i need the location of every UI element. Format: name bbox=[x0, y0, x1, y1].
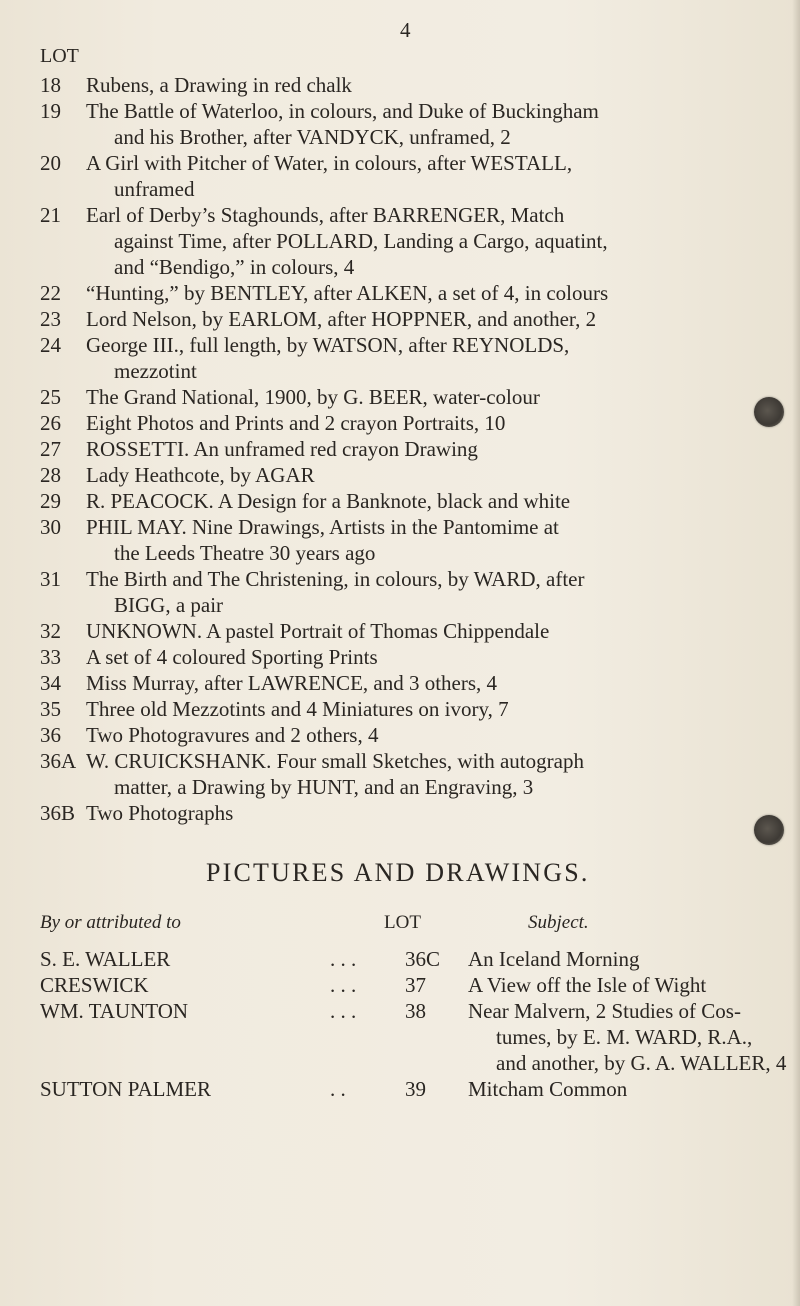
binding-hole-lower bbox=[754, 815, 784, 845]
lot-description: W. CRUICKSHANK. Four small Sketches, with autograph bbox=[86, 749, 584, 773]
lot-number: 36 bbox=[40, 723, 61, 747]
lot-description: Three old Mezzotints and 4 Miniatures on ivory, 7 bbox=[86, 697, 509, 721]
lot-description: The Birth and The Christening, in colours, by WARD, after bbox=[86, 567, 585, 591]
lot-description: Eight Photos and Prints and 2 crayon Portraits, 10 bbox=[86, 411, 506, 435]
lot-description-continued: and “Bendigo,” in colours, 4 bbox=[114, 255, 355, 279]
lot-description: Lord Nelson, by EARLOM, after HOPPNER, and another, 2 bbox=[86, 307, 597, 331]
lot-number: 35 bbox=[40, 697, 61, 721]
lot-number: 26 bbox=[40, 411, 61, 435]
lot-number: 28 bbox=[40, 463, 61, 487]
column-heading-lot: LOT bbox=[384, 912, 421, 933]
lot-description-continued: matter, a Drawing by HUNT, and an Engraving, 3 bbox=[114, 775, 534, 799]
lot-number: 36B bbox=[40, 801, 76, 825]
lot-description: UNKNOWN. A pastel Portrait of Thomas Chippendale bbox=[86, 619, 550, 643]
lot-number: 30 bbox=[40, 515, 61, 539]
lot-number: 20 bbox=[40, 151, 61, 175]
column-heading-artist: By or attributed to bbox=[40, 912, 181, 933]
picture-lot-number: 39 bbox=[405, 1077, 426, 1101]
picture-subject: Near Malvern, 2 Studies of Cos- bbox=[468, 999, 741, 1023]
lot-number: 32 bbox=[40, 619, 61, 643]
lot-number: 27 bbox=[40, 437, 61, 461]
lot-number: 21 bbox=[40, 203, 61, 227]
lot-number: 34 bbox=[40, 671, 61, 695]
lot-number: 31 bbox=[40, 567, 61, 591]
picture-lot-number: 38 bbox=[405, 999, 426, 1023]
lot-description-continued: against Time, after POLLARD, Landing a Cargo, aquatint, bbox=[114, 229, 608, 253]
lot-number: 29 bbox=[40, 489, 61, 513]
lot-description-continued: mezzotint bbox=[114, 359, 197, 383]
lot-number: 23 bbox=[40, 307, 61, 331]
picture-subject-continued: tumes, by E. M. WARD, R.A., bbox=[496, 1025, 753, 1049]
lot-number: 36A bbox=[40, 749, 77, 773]
picture-lot-number: 36C bbox=[405, 947, 441, 971]
leader-dots: . . . bbox=[330, 973, 357, 997]
picture-subject: Mitcham Common bbox=[468, 1077, 628, 1101]
lot-number: 22 bbox=[40, 281, 61, 305]
picture-subject: A View off the Isle of Wight bbox=[468, 973, 707, 997]
lot-number: 19 bbox=[40, 99, 61, 123]
section-title: PICTURES AND DRAWINGS. bbox=[206, 858, 590, 887]
leader-dots: . . . bbox=[330, 947, 357, 971]
lot-description: The Grand National, 1900, by G. BEER, water-colour bbox=[86, 385, 540, 409]
picture-lot-number: 37 bbox=[405, 973, 426, 997]
lot-description: Two Photogravures and 2 others, 4 bbox=[86, 723, 379, 747]
lot-description: Miss Murray, after LAWRENCE, and 3 others, 4 bbox=[86, 671, 498, 695]
lot-description-continued: BIGG, a pair bbox=[114, 593, 224, 617]
picture-artist: WM. TAUNTON bbox=[40, 999, 189, 1023]
lot-description: A Girl with Pitcher of Water, in colours, after WESTALL, bbox=[86, 151, 573, 175]
picture-artist: CRESWICK bbox=[40, 973, 149, 997]
lot-description: George III., full length, by WATSON, after REYNOLDS, bbox=[86, 333, 570, 357]
lot-description-continued: unframed bbox=[114, 177, 195, 201]
leader-dots: . . bbox=[330, 1077, 346, 1101]
lot-description: ROSSETTI. An unframed red crayon Drawing bbox=[86, 437, 478, 461]
lot-description: Earl of Derby’s Staghounds, after BARRENGER, Match bbox=[86, 203, 565, 227]
lot-description: Two Photographs bbox=[86, 801, 234, 825]
lot-number: 25 bbox=[40, 385, 61, 409]
lot-description-continued: and his Brother, after VANDYCK, unframed, 2 bbox=[114, 125, 511, 149]
column-heading-subject: Subject. bbox=[528, 912, 589, 933]
picture-subject: An Iceland Morning bbox=[468, 947, 640, 971]
picture-artist: S. E. WALLER bbox=[40, 947, 171, 971]
lot-description-continued: the Leeds Theatre 30 years ago bbox=[114, 541, 376, 565]
lot-description: A set of 4 coloured Sporting Prints bbox=[86, 645, 378, 669]
lot-column-heading: LOT bbox=[40, 45, 79, 67]
page-edge-shadow bbox=[792, 0, 800, 1306]
lot-description: The Battle of Waterloo, in colours, and Duke of Buckingham bbox=[86, 99, 599, 123]
lot-number: 24 bbox=[40, 333, 61, 357]
leader-dots: . . . bbox=[330, 999, 357, 1023]
lot-description: Rubens, a Drawing in red chalk bbox=[86, 73, 352, 97]
lot-description: PHIL MAY. Nine Drawings, Artists in the Pantomime at bbox=[86, 515, 559, 539]
lot-description: Lady Heathcote, by AGAR bbox=[86, 463, 315, 487]
lot-number: 18 bbox=[40, 73, 61, 97]
picture-artist: SUTTON PALMER bbox=[40, 1077, 211, 1101]
lot-description: “Hunting,” by BENTLEY, after ALKEN, a set of 4, in colours bbox=[86, 281, 609, 305]
binding-hole-upper bbox=[754, 397, 784, 427]
picture-subject-continued: and another, by G. A. WALLER, 4 bbox=[496, 1051, 787, 1075]
page-number: 4 bbox=[400, 18, 411, 42]
lot-number: 33 bbox=[40, 645, 61, 669]
lot-description: R. PEACOCK. A Design for a Banknote, black and white bbox=[86, 489, 571, 513]
